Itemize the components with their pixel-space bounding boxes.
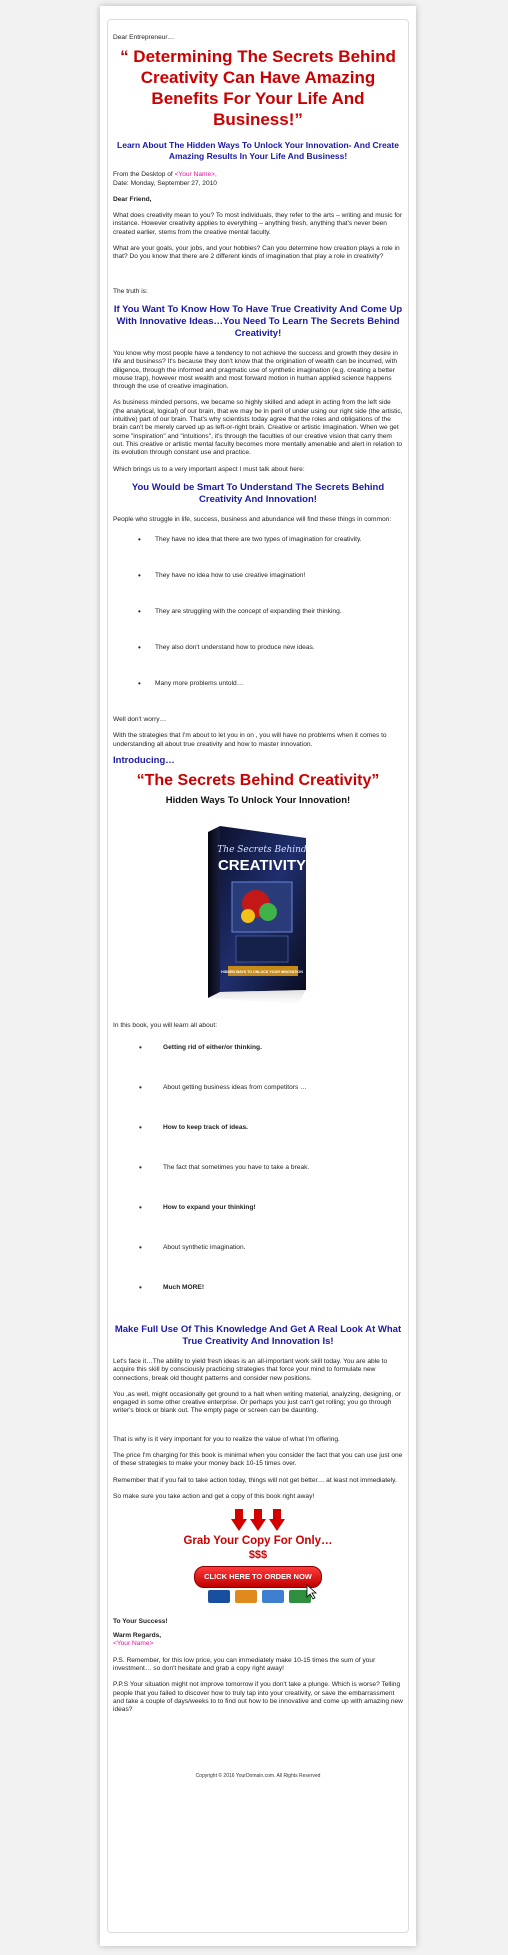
list-item <box>113 1244 403 1260</box>
list-item <box>113 1084 403 1100</box>
arrow-down-icon <box>269 1509 285 1531</box>
list-item <box>113 644 403 660</box>
bullet-icon: • <box>138 607 141 617</box>
bullet-icon: • <box>138 679 141 689</box>
heading-smart: You Would be Smart To Understand The Secrets Behind Creativity And Innovation! <box>131 481 385 505</box>
date-line: Date: Monday, September 27, 2010 <box>113 179 217 187</box>
bullet-icon: • <box>139 1122 142 1132</box>
cursor-icon <box>306 1584 320 1600</box>
order-now-button[interactable] <box>194 1566 322 1610</box>
list-item-text: They have no idea how to use creative imagination! <box>155 572 306 580</box>
list-item-text: They have no idea that there are two types of imagination for creativity. <box>155 536 362 544</box>
down-arrows <box>113 1509 403 1531</box>
list-item <box>113 1204 403 1220</box>
paragraph-10: You ,as well, might occasionally get ground to a halt when writing material, analyzing, designing, or engaged in some other creative enterprise. Or perhaps you just can't get rolling; you go through writer's block or blank out. The empty page or screen can be daunting. <box>113 1390 401 1415</box>
headline: “ Determining The Secrets Behind Creativity Can Have Amazing Benefits For Your Life And Business!” <box>120 47 396 130</box>
price-label: $$$ <box>248 1549 268 1562</box>
from-prefix: From the Desktop of <box>113 171 175 179</box>
paragraph-9: Let's face it…The ability to yield fresh ideas is an all-important work skill today. You are able to acquire this skill by consciously practicing strategies that force your mind to formulate new connections, break old thought patterns and consider new positions. <box>113 1357 388 1382</box>
book-cover-icon <box>198 820 318 1010</box>
paragraph-5: Which brings us to a very important aspect I must talk about here: <box>113 465 305 473</box>
bullet-icon: • <box>138 571 141 581</box>
paragraph-7: Well don't worry… <box>113 716 167 724</box>
bullet-icon: • <box>138 535 141 545</box>
bullet-icon: • <box>139 1202 142 1212</box>
arrow-down-icon <box>231 1509 247 1531</box>
content-box <box>107 19 409 1933</box>
list-item <box>113 680 403 696</box>
truth-line: The truth is: <box>113 287 148 295</box>
product-subtitle: Hidden Ways To Unlock Your Innovation! <box>165 795 351 807</box>
bullet-icon: • <box>139 1242 142 1252</box>
order-now-button-label[interactable]: CLICK HERE TO ORDER NOW <box>194 1566 322 1588</box>
list-item-text: Much MORE! <box>163 1283 205 1291</box>
paragraph-4: As business minded persons, we became so highly skilled and adept in acting from the left side (the analytical, logical) of our brain, that we may be in peril of under using our right side (the artistic, intuitive) part of our brain. That's why scientists today agree that the roles and obligations of the brain can't be merely carved up as left-or-right brain. Creative or artistic Imagination. When we get some "inspiration" and "intuitions", it's through the faculties of our creative vision that carry them out. This creative or artistic mental faculty becomes more mentally amenable and alert in relation to its evolution through constant use and practice. <box>113 399 403 457</box>
page-frame <box>100 6 416 1946</box>
list-item-text: The fact that sometimes you have to take a break. <box>163 1163 310 1171</box>
heading-learn-secrets: If You Want To Know How To Have True Creativity And Come Up With Innovative Ideas…You Need To Learn The Secrets Behind Creativity! <box>113 303 403 339</box>
paragraph-6: People who struggle in life, success, business and abundance will find these things in common: <box>113 515 392 523</box>
to-success: To Your Success! <box>113 1617 168 1625</box>
greeting: Dear Entrepreneur… <box>113 34 175 41</box>
your-name-placeholder: <Your Name>, <box>174 171 217 179</box>
sales-letter <box>113 34 403 1781</box>
bullet-icon: • <box>139 1082 142 1092</box>
product-title: “The Secrets Behind Creativity” <box>136 772 380 790</box>
list-item-text: They also don't understand how to produce new ideas. <box>155 644 315 652</box>
signature-name: <Your Name> <box>113 1640 154 1648</box>
list-item-text: About getting business ideas from competitors … <box>163 1083 307 1091</box>
book-cover-image <box>113 820 403 1010</box>
book-bottom-text: HIDDEN WAYS TO UNLOCK YOUR INNOVATION <box>221 969 303 974</box>
mastercard-icon <box>235 1590 257 1603</box>
grab-copy-label: Grab Your Copy For Only… <box>183 1535 333 1548</box>
payment-cards <box>208 1590 311 1603</box>
list-item <box>113 608 403 624</box>
arrow-down-icon <box>250 1509 266 1531</box>
paragraph-14: So make sure you take action and get a copy of this book right away! <box>113 1492 315 1500</box>
paragraph-11: That is why is it very important for you to realize the value of what I'm offering. <box>113 1435 340 1443</box>
list-item <box>113 1284 403 1300</box>
bullet-icon: • <box>139 1282 142 1292</box>
list-item-text: How to keep track of ideas. <box>163 1123 249 1131</box>
dear-friend: Dear Friend, <box>113 195 152 203</box>
book-top-text: The Secrets Behind <box>217 844 307 855</box>
bullet-icon: • <box>139 1042 142 1052</box>
learn-list <box>113 1044 403 1300</box>
bullet-icon: • <box>139 1162 142 1172</box>
order-area <box>113 1566 403 1610</box>
list-item <box>113 1124 403 1140</box>
ps-2: P.P.S Your situation might not improve tomorrow if you don't take a plunge. Which is worse? Telling people that you failed to discover how to truly tap into your creativity, or save the embarrassment and take a couple of days/weeks to to find out how to be innovative and come up with amazing new ideas? <box>113 1681 403 1714</box>
list-item-text: Getting rid of either/or thinking. <box>163 1043 262 1051</box>
paragraph-2: What are your goals, your jobs, and your hobbies? Can you determine how creation plays a role in that? Do you know that there are 2 different kinds of imagination that play a role in creativity? <box>113 245 400 261</box>
paragraph-12: The price I'm charging for this book is minimal when you consider the fact that you can use just one of these strategies to make your money back 10-15 times over. <box>113 1451 403 1468</box>
copyright-footer: Copyright © 2016 YourDomain.com. All Rights Reserved <box>195 1773 321 1780</box>
heading-full-use: Make Full Use Of This Knowledge And Get A Real Look At What True Creativity And Innovation Is! <box>114 1323 402 1347</box>
amex-card-icon <box>262 1590 284 1603</box>
subheadline: Learn About The Hidden Ways To Unlock Your Innovation- And Create Amazing Results In Your Life And Business! <box>117 140 399 161</box>
introducing-label: Introducing… <box>113 755 175 767</box>
paragraph-1: What does creativity mean to you? To most individuals, they refer to the arts – writing and music for instance. However creativity applies to everything – anything fresh, anything that's never been created earlier, stems from the creative mental faculty. <box>113 212 403 236</box>
ps-1: P.S. Remember, for this low price, you can immediately make 10-15 times the sum of your investment… so don't hesitate and grab a copy right away! <box>113 1656 376 1672</box>
list-item <box>113 1164 403 1180</box>
list-item-text: How to expand your thinking! <box>163 1203 256 1211</box>
from-line <box>113 171 403 179</box>
list-item <box>113 536 403 552</box>
learn-intro: In this book, you will learn all about: <box>113 1021 218 1029</box>
list-item-text: About synthetic imagination. <box>163 1243 246 1251</box>
problems-list <box>113 536 403 696</box>
visa-card-icon <box>208 1590 230 1603</box>
warm-regards: Warm Regards, <box>113 1632 162 1640</box>
list-item <box>113 1044 403 1060</box>
bullet-icon: • <box>138 643 141 653</box>
list-item-text: Many more problems untold… <box>155 680 244 688</box>
paragraph-13: Remember that if you fail to take action today, things will not get better… at least not immediately. <box>113 1476 397 1484</box>
list-item-text: They are struggling with the concept of expanding their thinking. <box>155 608 342 616</box>
paragraph-8: With the strategies that I'm about to let you in on , you will have no problems when it comes to understanding all about true creativity and how to master innovation. <box>113 732 387 748</box>
book-title-text: CREATIVITY <box>217 856 307 874</box>
paragraph-3: You know why most people have a tendency to not achieve the success and growth they desire in life and business? It's because they don't know that the origination of wealth can be incurred, with diligence, through the informed and pragmatic use of synthetic imagination (e.g. creating a better mouse trap), however most wealth and most forward motion in human applied science happens through the use of creative imagination. <box>113 349 398 391</box>
list-item <box>113 572 403 588</box>
